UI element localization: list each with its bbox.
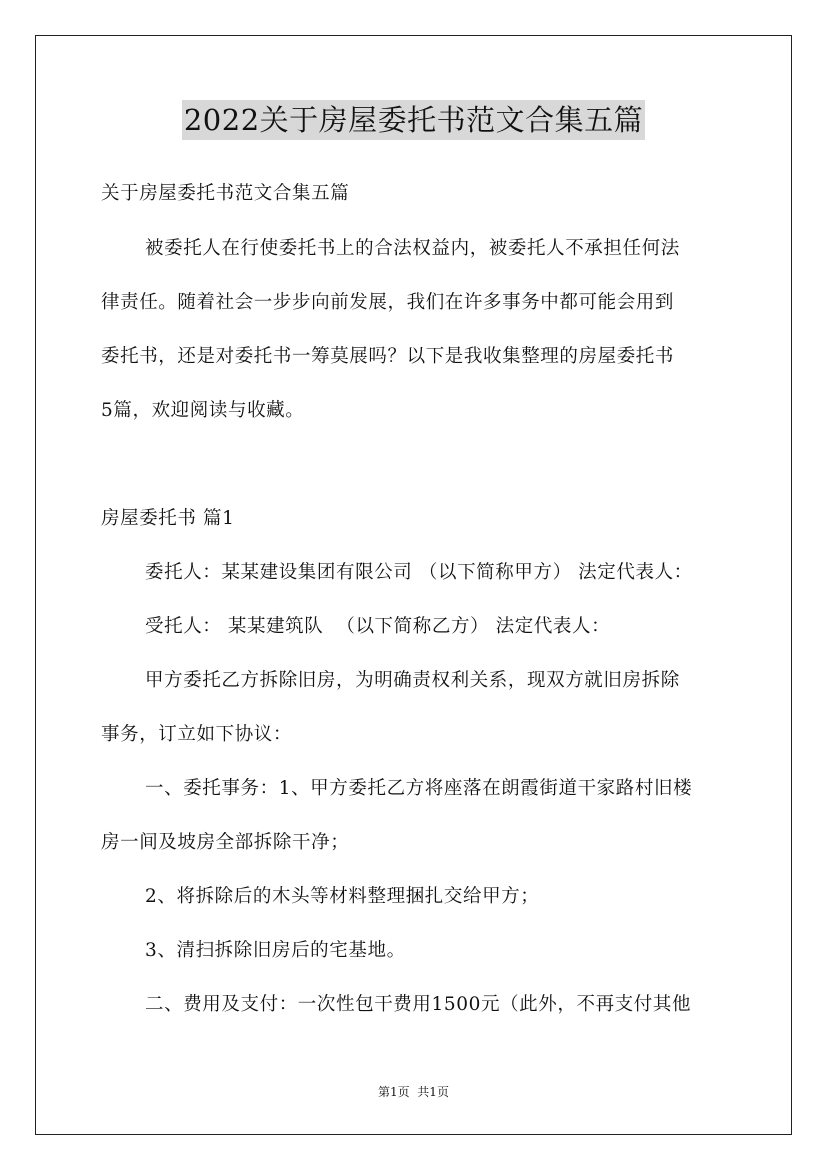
paragraph-line: 委托书，还是对委托书一筹莫展吗？以下是我收集整理的房屋委托书 bbox=[101, 346, 675, 367]
paragraph-line: 二、费用及支付：一次性包干费用1500元（此外，不再支付其他 bbox=[145, 994, 692, 1015]
subtitle-line: 关于房屋委托书范文合集五篇 bbox=[101, 183, 350, 204]
paragraph-line: 受托人： 某某建筑队 （以下简称乙方） 法定代表人： bbox=[145, 616, 611, 637]
paragraph-line: 一、委托事务：1、甲方委托乙方将座落在朗霞街道干家路村旧楼 bbox=[145, 778, 693, 799]
paragraph-line: 3、清扫拆除旧房后的宅基地。 bbox=[145, 940, 406, 961]
paragraph-line: 事务，订立如下协议： bbox=[101, 724, 293, 745]
page-footer: 第1页 共1页 bbox=[378, 1085, 449, 1099]
paragraph-line: 房一间及坡房全部拆除干净； bbox=[101, 832, 350, 853]
section-heading: 房屋委托书 篇1 bbox=[101, 508, 235, 529]
paragraph-line: 2、将拆除后的木头等材料整理捆扎交给甲方； bbox=[145, 886, 540, 907]
document-title: 2022关于房屋委托书范文合集五篇 bbox=[182, 100, 645, 140]
paragraph-line: 5篇，欢迎阅读与收藏。 bbox=[101, 400, 305, 421]
paragraph-line: 律责任。随着社会一步步向前发展，我们在许多事务中都可能会用到 bbox=[101, 292, 675, 313]
paragraph-line: 甲方委托乙方拆除旧房，为明确责权利关系，现双方就旧房拆除 bbox=[145, 670, 680, 691]
paragraph-line: 被委托人在行使委托书上的合法权益内，被委托人不承担任何法 bbox=[145, 238, 680, 259]
paragraph-line: 委托人：某某建设集团有限公司 （以下简称甲方） 法定代表人： bbox=[145, 562, 693, 583]
title-container bbox=[0, 100, 827, 140]
